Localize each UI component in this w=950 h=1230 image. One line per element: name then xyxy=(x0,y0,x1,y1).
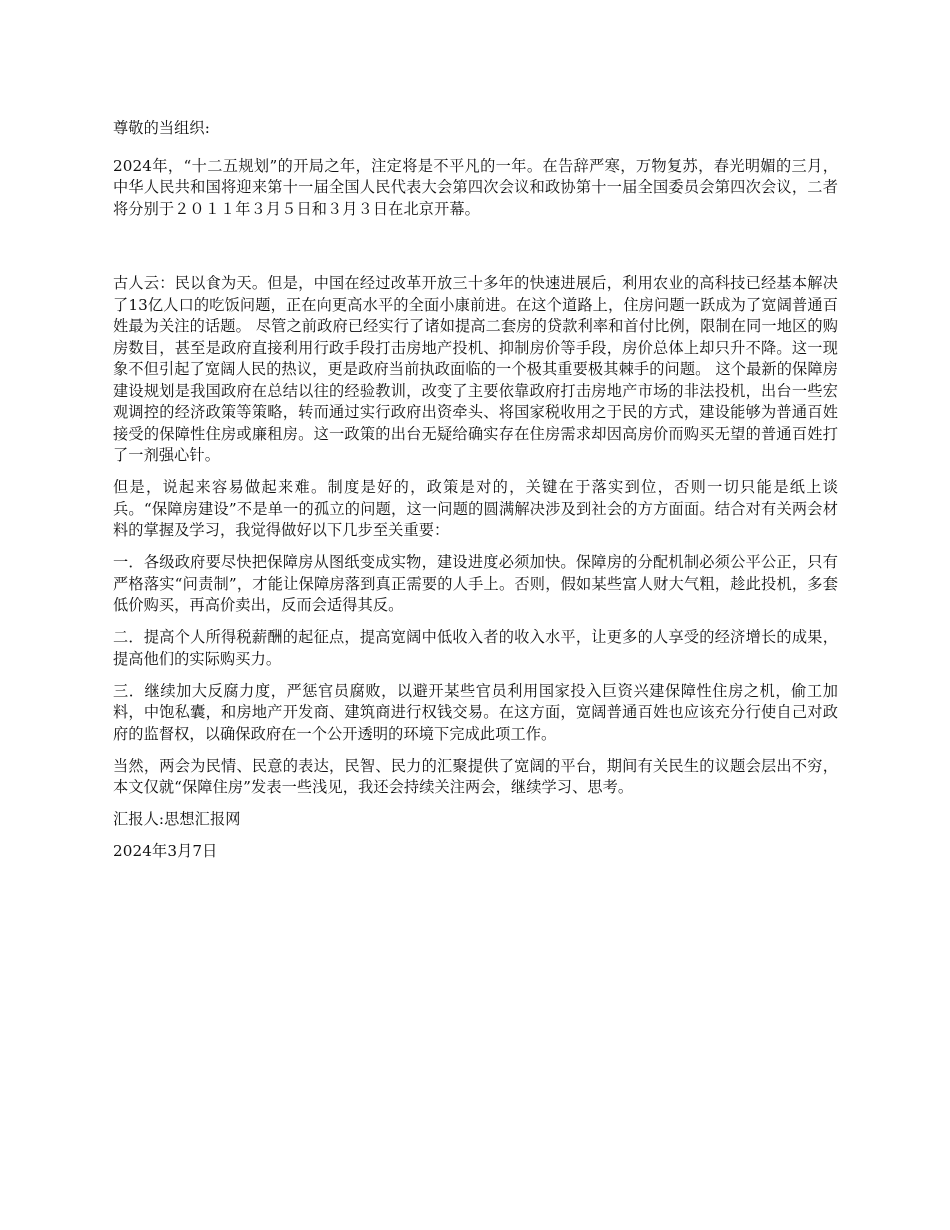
date: 2024年3月7日 xyxy=(113,842,218,860)
paragraph-point-one: 一．各级政府要尽快把保障房从图纸变成实物，建设进度必须加快。保障房的分配机制必须公平公正，只有严格落实“问责制”，才能让保障房落到真正需要的人手上。否则，假如某些富人财大气粗，趁此投机，多套低价购买，再高价卖出，反而会适得其反。 xyxy=(113,553,838,614)
paragraph-point-three: 三．继续加大反腐力度，严惩官员腐败，以避开某些官员利用国家投入巨资兴建保障性住房之机，偷工加料，中饱私囊，和房地产开发商、建筑商进行权钱交易。在这方面，宽阔普通百姓也应该充分行使自己对政府的监督权，以确保政府在一个公开透明的环境下完成此项工作。 xyxy=(113,681,838,743)
paragraph-point-two: 二．提高个人所得税薪酬的起征点，提高宽阔中低收入者的收入水平，让更多的人享受的经济增长的成果，提高他们的实际购买力。 xyxy=(113,628,838,668)
paragraph-intro: 2024年，“十二五规划”的开局之年，注定将是不平凡的一年。在告辞严寒，万物复苏，春光明媚的三月，中华人民共和国将迎来第十一届全国人民代表大会第四次会议和政协第十一届全国委员会第四次会议，二者将分别于２０１１年３月５日和３月３日在北京开幕。 xyxy=(113,156,838,218)
document-page xyxy=(113,118,838,873)
greeting: 尊敬的当组织: xyxy=(113,119,210,137)
paragraph-background: 古人云：民以食为天。但是，中国在经过改革开放三十多年的快速进展后，利用农业的高科技已经基本解决了13亿人口的吃饭问题，正在向更高水平的全面小康前进。在这个道路上，住房问题一跃成为了宽阔普通百姓最为关注的话题。 尽管之前政府已经实行了诸如提高二套房的贷款利率和首付比例，限制在同一地区的购房数目，甚至是政府直接利用行政手段打击房地产投机、抑制房价等手段，房价总体上却只升不降。这一现象不但引起了宽阔人民的热议，更是政府当前执政面临的一个极其重要极其棘手的问题。 这个最新的保障房建设规划是我国政府在总结以往的经验教训，改变了主要依靠政府打击房地产市场的非法投机，出台一些宏观调控的经济政策等策略，转而通过实行政府出资牵头、将国家税收用之于民的方式，建设能够为普通百姓接受的保障性住房或廉租房。这一政策的出台无疑给确实存在住房需求却因高房价而购买无望的普通百姓打了一剂强心针。 xyxy=(113,274,838,464)
signature: 汇报人:思想汇报网 xyxy=(113,810,241,828)
paragraph-challenge: 但是，说起来容易做起来难。制度是好的，政策是对的，关键在于落实到位，否则一切只能是纸上谈兵。“保障房建设”不是单一的孤立的问题，这一问题的圆满解决涉及到社会的方方面面。结合对有关两会材料的掌握及学习，我觉得做好以下几步至关重要： xyxy=(113,478,838,539)
paragraph-conclusion: 当然，两会为民情、民意的表达，民智、民力的汇聚提供了宽阔的平台，期间有关民生的议题会层出不穷，本文仅就“保障住房”发表一些浅见，我还会持续关注两会，继续学习、思考。 xyxy=(113,756,838,796)
